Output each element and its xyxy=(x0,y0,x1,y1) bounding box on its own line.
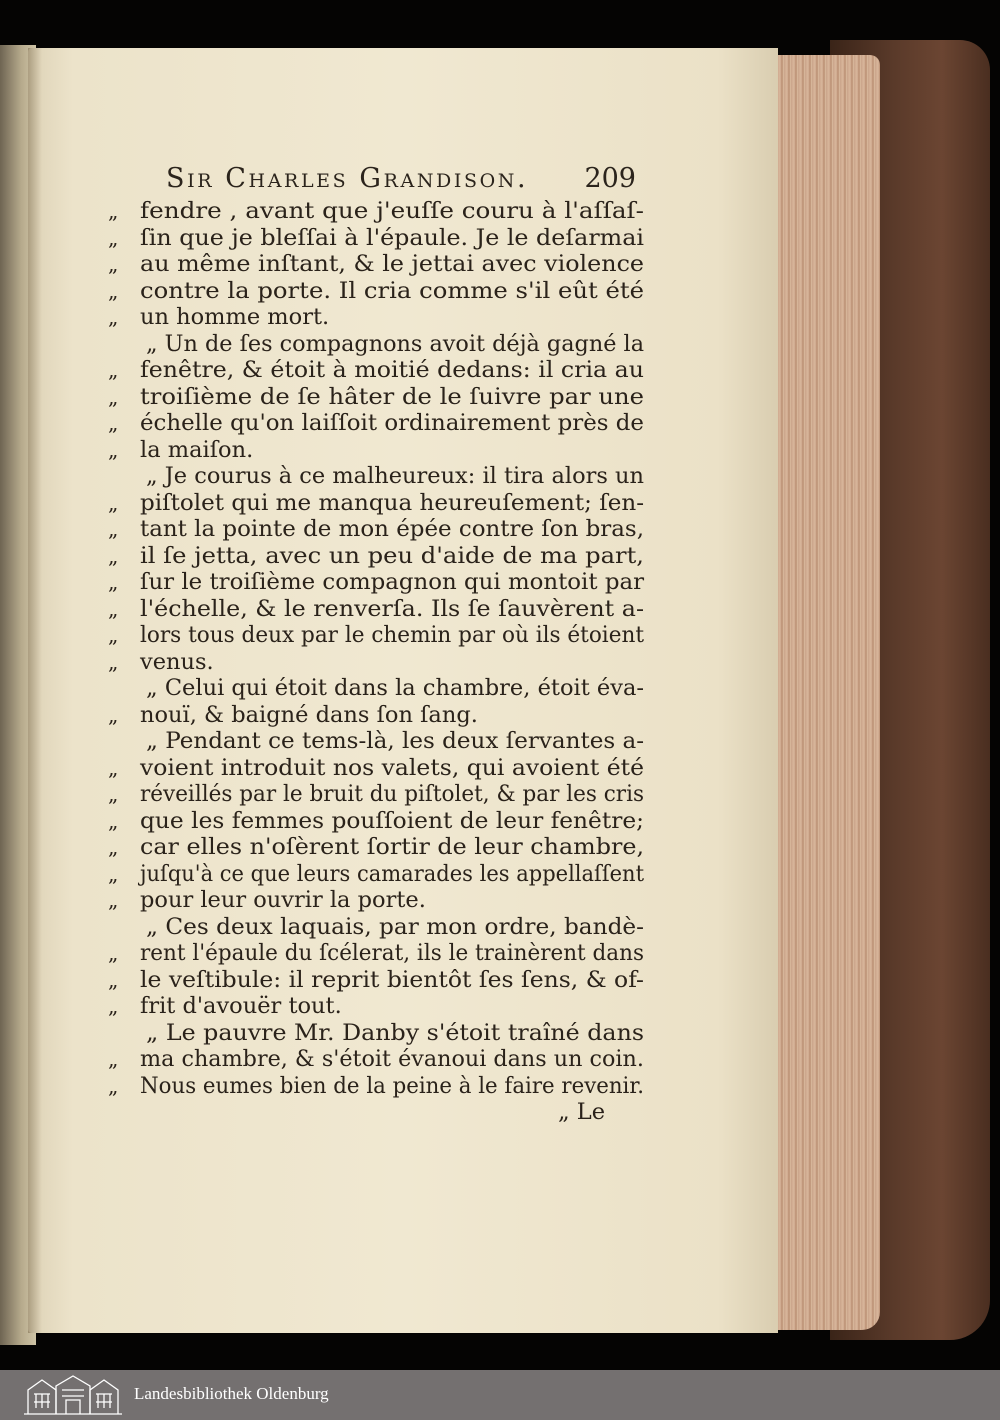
text-line xyxy=(108,861,648,888)
quote-mark: „ xyxy=(108,543,119,568)
quote-mark: „ xyxy=(108,225,119,250)
text-line xyxy=(108,410,648,437)
quote-mark: „ xyxy=(108,808,119,833)
text-line xyxy=(108,225,648,252)
text-line xyxy=(108,304,648,331)
quote-mark: „ xyxy=(108,1073,119,1098)
line-text: „ Pendant ce tems-là, les deux ſervantes a- xyxy=(146,728,644,754)
line-text: fenêtre, & étoit à moitié dedans: il cria au xyxy=(140,357,644,383)
line-text: „ Un de ſes compagnons avoit déjà gagné la xyxy=(146,330,645,357)
line-text: piſtolet qui me manqua heureuſement; ſen- xyxy=(140,489,644,516)
line-text: fendre , avant que j'euſſe couru à l'aſſaſ- xyxy=(140,198,644,224)
text-line xyxy=(108,702,648,729)
quote-mark: „ xyxy=(108,411,119,435)
text-line xyxy=(108,1073,648,1100)
library-building-icon xyxy=(22,1374,124,1416)
text-line xyxy=(108,357,648,384)
text-line xyxy=(108,463,648,490)
line-text: au même inſtant, & le jettai avec violence xyxy=(140,251,645,277)
page-header xyxy=(166,163,636,197)
text-line xyxy=(108,967,648,994)
quote-mark: „ xyxy=(108,358,119,382)
text-line xyxy=(108,940,648,967)
text-line xyxy=(108,331,648,358)
text-line xyxy=(108,914,648,941)
text-line xyxy=(108,1046,648,1073)
text-line xyxy=(108,251,648,278)
line-text: „ Je courus à ce malheureux: il tira alors un xyxy=(146,463,645,489)
quote-mark: „ xyxy=(108,967,119,992)
gutter-shadow xyxy=(28,48,42,1333)
text-line xyxy=(108,755,648,782)
quote-mark: „ xyxy=(108,782,119,806)
line-text: contre la porte. Il cria comme s'il eût été xyxy=(140,277,645,304)
text-line xyxy=(108,834,648,861)
text-line xyxy=(108,384,648,411)
text-line xyxy=(108,622,648,649)
line-text: il ſe jetta, avec un peu d'aide de ma part, xyxy=(140,542,644,569)
footer-bar xyxy=(0,1370,1000,1420)
quote-mark: „ xyxy=(108,384,119,409)
text-line xyxy=(108,596,648,623)
text-line xyxy=(108,887,648,914)
line-text: que les femmes pouſſoient de leur fenêtre; xyxy=(140,807,644,834)
line-text: Nous eumes bien de la peine à le faire revenir. xyxy=(140,1072,645,1099)
quote-mark: „ xyxy=(108,755,119,780)
quote-mark: „ xyxy=(108,596,119,621)
text-line xyxy=(108,198,648,225)
quote-mark: „ xyxy=(108,623,119,647)
text-line xyxy=(108,569,648,596)
running-title: Sir Charles Grandison. xyxy=(166,163,529,194)
line-text: juſqu'à ce que leurs camarades les appellaſſent xyxy=(140,860,645,887)
line-text: rent l'épaule du ſcélerat, ils le trainèrent dans xyxy=(140,940,645,966)
line-text: venus. xyxy=(140,648,214,675)
line-text: „ Le pauvre Mr. Danby s'étoit traîné dans xyxy=(146,1019,645,1046)
text-line xyxy=(108,1020,648,1047)
line-text: l'échelle, & le renverſa. Ils ſe ſauvèrent a- xyxy=(140,595,645,622)
line-text: „ Celui qui étoit dans la chambre, étoit éva- xyxy=(146,675,644,701)
quote-mark: „ xyxy=(108,278,119,303)
quote-mark: „ xyxy=(108,888,119,912)
line-text: lors tous deux par le chemin par où ils étoient xyxy=(140,622,645,648)
page-edges-stack xyxy=(770,55,880,1330)
line-text: ma chambre, & s'étoit évanoui dans un coin. xyxy=(140,1046,644,1072)
line-text: troiſième de ſe hâter de le ſuivre par une xyxy=(140,383,644,410)
line-text: la maiſon. xyxy=(140,436,254,463)
text-line xyxy=(108,781,648,808)
text-line xyxy=(108,808,648,835)
quote-mark: „ xyxy=(108,994,119,1018)
text-line xyxy=(108,675,648,702)
quote-mark: „ xyxy=(108,649,119,674)
line-text: un homme mort. xyxy=(140,304,330,330)
quote-mark: „ xyxy=(108,517,119,541)
quote-mark: „ xyxy=(108,437,119,462)
text-line xyxy=(108,543,648,570)
line-text: échelle qu'on laiſſoit ordinairement près de xyxy=(140,410,644,436)
text-line xyxy=(108,649,648,676)
line-text: ſin que je bleſſai à l'épaule. Je le deſarmai xyxy=(140,224,645,251)
quote-mark: „ xyxy=(108,835,119,859)
line-text: car elles n'oſèrent ſortir de leur chambre, xyxy=(140,834,645,860)
quote-mark: „ xyxy=(108,570,119,594)
quote-mark: „ xyxy=(108,861,119,886)
text-line xyxy=(108,278,648,305)
page-number: 209 xyxy=(584,163,636,194)
text-line xyxy=(108,993,648,1020)
quote-mark: „ xyxy=(108,702,119,727)
quote-mark: „ xyxy=(108,490,119,515)
text-line xyxy=(108,490,648,517)
line-text: pour leur ouvrir la porte. xyxy=(140,887,426,913)
text-line xyxy=(108,437,648,464)
quote-mark: „ xyxy=(108,941,119,965)
text-line xyxy=(108,728,648,755)
line-text: „ Ces deux laquais, par mon ordre, bandè- xyxy=(146,913,644,940)
line-text: le veſtibule: il reprit bientôt ſes ſens, & of- xyxy=(140,966,644,993)
catchword: „ Le xyxy=(558,1099,606,1125)
line-text: voient introduit nos valets, qui avoient été xyxy=(140,754,644,781)
quote-mark: „ xyxy=(108,1047,119,1071)
quote-mark: „ xyxy=(108,199,119,223)
quote-mark: „ xyxy=(108,305,119,329)
text-line xyxy=(108,516,648,543)
line-text: tant la pointe de mon épée contre ſon bras, xyxy=(140,516,644,542)
catchword-line xyxy=(108,1099,648,1126)
quote-mark: „ xyxy=(108,252,119,276)
line-text: nouï, & baigné dans ſon ſang. xyxy=(140,701,478,728)
line-text: ſur le troiſième compagnon qui montoit par xyxy=(140,569,645,595)
line-text: réveillés par le bruit du piſtolet, & par les cris xyxy=(140,781,645,807)
library-name: Landesbibliothek Oldenburg xyxy=(134,1384,329,1403)
body-text xyxy=(108,198,648,1126)
line-text: frit d'avouër tout. xyxy=(140,993,342,1019)
